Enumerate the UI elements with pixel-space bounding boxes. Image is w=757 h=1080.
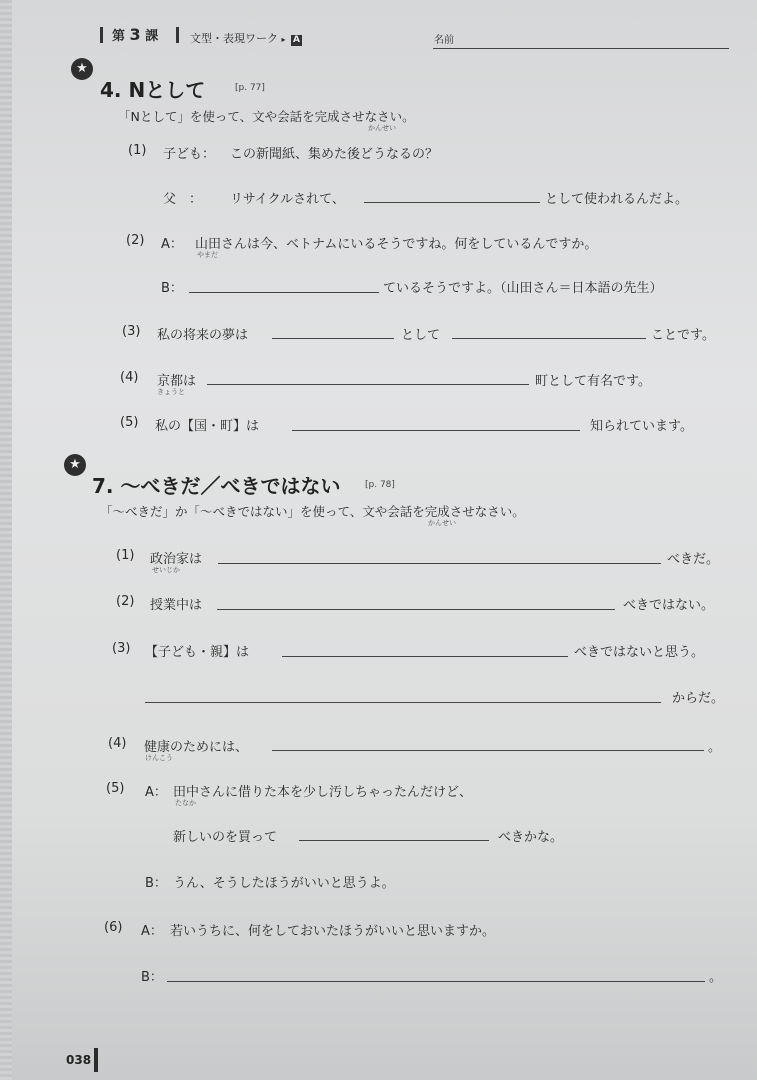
section-7-title: 7. 〜べきだ／べきではない [92,474,341,498]
speaker-label: 父 ： [163,192,203,207]
question-text: 京都は [157,374,197,389]
question-text: として使われるんだよ。 [545,192,689,207]
question-text: 知られています。 [590,419,693,434]
question-number: (3) [122,324,141,339]
speaker-label: A： [145,785,167,800]
section-7-page-ref: [p. 78] [365,480,395,490]
header-divider [176,27,179,43]
question-text: 新しいのを買って [173,830,278,845]
speaker-label: 子ども： [163,147,216,162]
question-text: 政治家は [150,552,203,567]
question-text: べきかな。 [498,830,564,845]
speaker-label: B： [161,281,183,296]
instruction-ruby: かんせい [368,124,396,132]
question-number: (3) [112,641,131,656]
answer-blank[interactable] [207,384,529,385]
speaker-label: B： [145,876,167,891]
question-number: (5) [106,781,125,796]
question-text: 【子ども・親】は [145,645,250,660]
question-number: (6) [104,920,123,935]
answer-blank[interactable] [189,292,379,293]
answer-blank[interactable] [167,981,705,982]
instruction-ruby: かんせい [428,519,456,527]
question-text: べきではない。 [623,598,715,613]
speaker-label: A： [141,924,163,939]
section-4-instruction: 「Nとして」を使って、文や会話を完成させなさい。 [118,109,415,124]
question-text: ているそうですよ。（山田さん＝日本語の先生） [383,281,663,296]
section-4-page-ref: [p. 77] [235,83,265,93]
answer-blank[interactable] [272,750,704,751]
question-text: 私の将来の夢は [157,328,249,343]
question-text: 山田さんは今、ベトナムにいるそうですね。何をしているんですか。 [195,237,598,252]
answer-blank[interactable] [145,702,661,703]
question-text: ことです。 [651,328,715,343]
answer-blank[interactable] [282,656,568,657]
question-text: 。 [708,740,722,755]
question-text: 町として有名です。 [535,374,651,389]
question-text: 。 [709,970,723,985]
lesson-number: 3 [129,25,141,44]
question-text: この新聞紙、集めた後どうなるの？ [230,147,439,162]
speaker-label: A： [161,237,183,252]
answer-blank[interactable] [292,430,580,431]
name-label: 名前 [434,35,454,46]
question-text: べきだ。 [667,552,720,567]
question-text: 私の【国・町】は [155,419,260,434]
question-text: リサイクルされて、 [230,192,345,207]
furigana: きょうと [157,388,185,396]
answer-blank[interactable] [218,563,661,564]
lesson-subtitle [190,30,302,46]
question-number: (1) [116,548,135,563]
page-stack-edge [0,0,12,1080]
furigana: せいじか [152,566,180,574]
answer-blank[interactable] [364,202,540,203]
answer-blank[interactable] [272,338,394,339]
question-text: べきではないと思う。 [574,645,705,660]
furigana: たなか [175,799,196,807]
question-text: からだ。 [672,691,725,706]
furigana: やまだ [197,251,218,259]
question-text: 健康のためには、 [144,740,249,755]
question-text: 授業中は [150,598,203,613]
header-divider [100,27,103,43]
furigana: けんこう [145,754,173,762]
lesson-prefix: 第 [112,29,126,44]
star-icon: ★ [71,58,93,80]
question-text: 若いうちに、何をしておいたほうがいいと思いますか。 [170,924,496,939]
name-field[interactable] [433,48,729,49]
arrow-icon: ▸ [281,35,286,44]
question-text: として [401,328,441,343]
page-number-bar [94,1048,98,1072]
section-4-title: 4. Nとして [100,78,206,102]
page-number: 038 [66,1053,92,1067]
answer-blank[interactable] [299,840,489,841]
subtitle-text: 文型・表現ワーク [190,32,278,45]
answer-blank[interactable] [217,609,615,610]
question-number: (5) [120,415,139,430]
question-number: (4) [108,736,127,751]
question-text: 田中さんに借りた本を少し汚しちゃったんだけど、 [173,785,473,800]
lesson-label [112,25,158,44]
question-number: (4) [120,370,139,385]
question-text: うん、そうしたほうがいいと思うよ。 [173,876,395,891]
speaker-label: B： [141,970,163,985]
answer-blank[interactable] [452,338,646,339]
level-badge: A [291,35,302,46]
star-icon: ★ [64,454,86,476]
question-number: (2) [126,233,145,248]
question-number: (1) [128,143,147,158]
question-number: (2) [116,594,135,609]
lesson-suffix: 課 [145,29,159,44]
section-7-instruction: 「〜べきだ」か「〜べきではない」を使って、文や会話を完成させなさい。 [100,504,525,519]
